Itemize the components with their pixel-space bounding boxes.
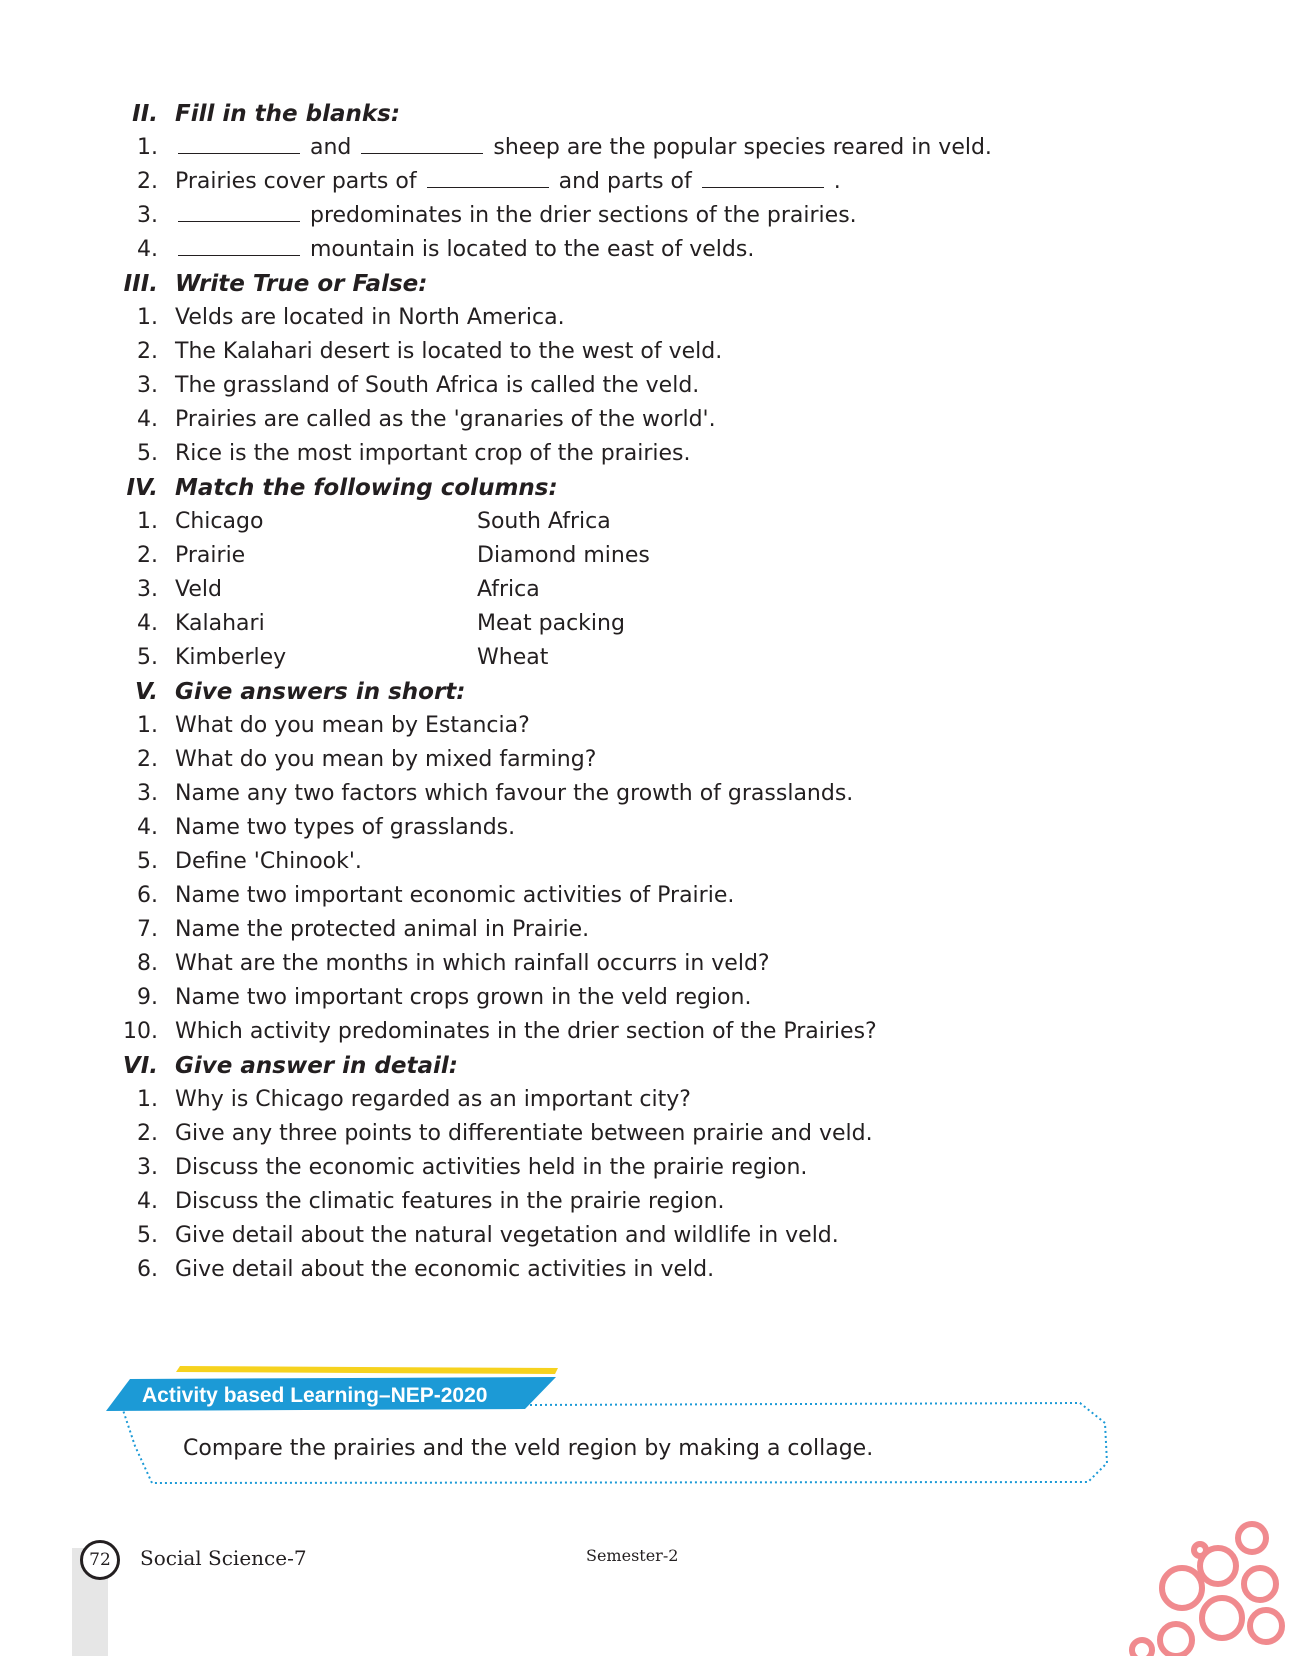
blank — [178, 131, 300, 154]
page-number: 72 — [80, 1540, 120, 1580]
activity-text: Compare the prairies and the veld region by making a collage. — [183, 1436, 874, 1461]
banner-accent-stripe — [176, 1366, 558, 1374]
book-title: Social Science-7 — [140, 1546, 307, 1570]
semester-label: Semester-2 — [586, 1546, 679, 1565]
blank — [178, 199, 300, 222]
blank — [702, 165, 824, 188]
activity-box-frame — [0, 1350, 1296, 1500]
blank — [361, 131, 483, 154]
activity-title: Activity based Learning–NEP-2020 — [142, 1384, 488, 1407]
blank — [178, 233, 300, 256]
decorative-circles-icon — [1120, 1510, 1296, 1656]
blank — [427, 165, 549, 188]
